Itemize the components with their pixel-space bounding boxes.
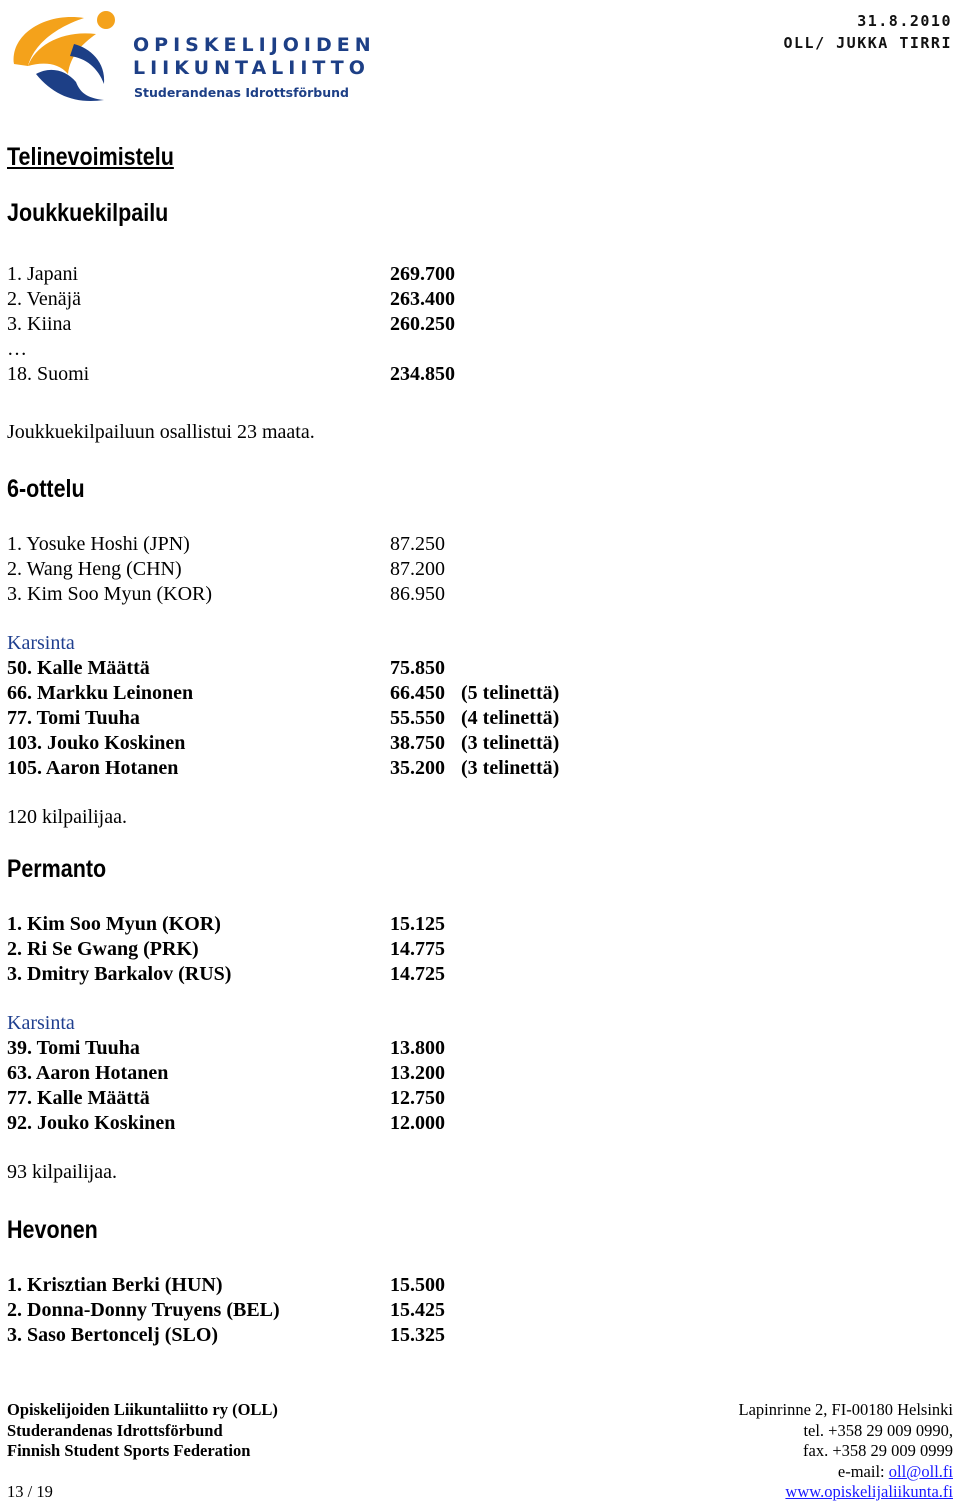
result-score: 15.425 <box>390 1299 445 1321</box>
team-note: Joukkuekilpailuun osallistui 23 maata. <box>7 421 315 443</box>
result-name: 1. Japani <box>7 263 79 285</box>
page-title: Telinevoimistelu <box>7 143 174 171</box>
footer-org-en: Finnish Student Sports Federation <box>7 1441 251 1461</box>
result-score: 15.500 <box>390 1274 445 1296</box>
result-score: 234.850 <box>390 363 455 385</box>
result-row <box>7 1061 707 1086</box>
result-row <box>7 1036 707 1061</box>
result-row <box>7 337 707 362</box>
result-score: 263.400 <box>390 288 455 310</box>
result-score: 12.750 <box>390 1087 445 1109</box>
footer-organization <box>7 1400 278 1462</box>
result-row <box>7 756 707 781</box>
result-row <box>7 681 707 706</box>
result-row <box>7 262 707 287</box>
footer-email-link[interactable]: oll@oll.fi <box>888 1461 953 1481</box>
result-score: 269.700 <box>390 263 455 285</box>
result-score: 15.125 <box>390 913 445 935</box>
result-row <box>7 937 707 962</box>
footer-address: Lapinrinne 2, FI-00180 Helsinki <box>738 1400 953 1419</box>
logo-org-line3: Studerandenas Idrottsförbund <box>134 85 349 100</box>
result-score: 13.200 <box>390 1062 445 1084</box>
result-name: 2. Donna-Donny Truyens (BEL) <box>7 1299 280 1321</box>
header-meta <box>784 10 953 54</box>
result-row <box>7 912 707 937</box>
result-score: 55.550 <box>390 707 445 729</box>
logo-org-line2: LIIKUNTALIITTO <box>133 57 370 79</box>
allround-qual-label: Karsinta <box>7 632 75 654</box>
result-score: 12.000 <box>390 1112 445 1134</box>
page-number: 13 / 19 <box>7 1482 53 1501</box>
result-score: 66.450 <box>390 682 445 704</box>
result-note: (4 telinettä) <box>461 707 560 729</box>
footer-contact <box>739 1400 953 1503</box>
result-score: 86.950 <box>390 583 445 605</box>
result-note: (3 telinettä) <box>461 732 560 754</box>
result-name: 77. Kalle Määttä <box>7 1087 150 1109</box>
result-score: 260.250 <box>390 313 455 335</box>
footer-email-line <box>739 1462 953 1483</box>
result-score: 14.725 <box>390 963 445 985</box>
header-date: 31.8.2010 <box>857 12 952 30</box>
footer-tel: tel. +358 29 009 0990, <box>803 1420 953 1440</box>
result-name: 3. Kim Soo Myun (KOR) <box>7 583 213 605</box>
result-name: 103. Jouko Koskinen <box>7 732 186 754</box>
result-score: 15.325 <box>390 1324 445 1346</box>
header-author: OLL/ JUKKA TIRRI <box>783 34 952 52</box>
oll-logo <box>6 4 376 104</box>
result-row <box>7 656 707 681</box>
result-score: 14.775 <box>390 938 445 960</box>
footer-fax: fax. +358 29 009 0999 <box>803 1441 953 1461</box>
footer-website-link[interactable]: www.opiskelijaliikunta.fi <box>785 1482 953 1502</box>
result-row <box>7 706 707 731</box>
allround-count: 120 kilpailijaa. <box>7 806 127 828</box>
result-row <box>7 287 707 312</box>
result-row <box>7 532 707 557</box>
result-row <box>7 1111 707 1136</box>
result-name: 3. Dmitry Barkalov (RUS) <box>7 963 232 985</box>
result-score: 38.750 <box>390 732 445 754</box>
result-name: … <box>7 338 27 360</box>
result-score: 75.850 <box>390 657 445 679</box>
result-row <box>7 362 707 387</box>
result-row <box>7 731 707 756</box>
result-name: 3. Kiina <box>7 313 72 335</box>
result-row <box>7 1086 707 1111</box>
result-score: 87.200 <box>390 558 445 580</box>
result-row <box>7 1298 707 1323</box>
result-name: 1. Yosuke Hoshi (JPN) <box>7 533 190 555</box>
result-row <box>7 582 707 607</box>
result-note: (5 telinettä) <box>461 682 560 704</box>
allround-heading: 6-ottelu <box>7 475 85 503</box>
floor-heading: Permanto <box>7 855 107 883</box>
result-name: 39. Tomi Tuuha <box>7 1037 140 1059</box>
result-name: 66. Markku Leinonen <box>7 682 194 704</box>
floor-qual-label: Karsinta <box>7 1012 75 1034</box>
result-name: 92. Jouko Koskinen <box>7 1112 176 1134</box>
result-note: (3 telinettä) <box>461 757 560 779</box>
result-name: 2. Venäjä <box>7 288 82 310</box>
result-row <box>7 1323 707 1348</box>
result-score: 13.800 <box>390 1037 445 1059</box>
result-row <box>7 962 707 987</box>
result-name: 50. Kalle Määttä <box>7 657 150 679</box>
floor-count: 93 kilpailijaa. <box>7 1161 117 1183</box>
pommel-heading: Hevonen <box>7 1216 98 1244</box>
result-row <box>7 557 707 582</box>
result-name: 105. Aaron Hotanen <box>7 757 179 779</box>
result-row <box>7 1273 707 1298</box>
result-score: 35.200 <box>390 757 445 779</box>
result-name: 2. Wang Heng (CHN) <box>7 558 182 580</box>
footer-org-sv: Studerandenas Idrottsförbund <box>7 1420 223 1440</box>
footer-org-fi: Opiskelijoiden Liikuntaliitto ry (OLL) <box>7 1400 278 1419</box>
team-heading: Joukkuekilpailu <box>7 199 169 227</box>
result-name: 1. Krisztian Berki (HUN) <box>7 1274 223 1296</box>
result-name: 3. Saso Bertoncelj (SLO) <box>7 1324 219 1346</box>
result-name: 2. Ri Se Gwang (PRK) <box>7 938 199 960</box>
result-name: 63. Aaron Hotanen <box>7 1062 169 1084</box>
result-row <box>7 312 707 337</box>
result-name: 1. Kim Soo Myun (KOR) <box>7 913 221 935</box>
runner-emblem-icon <box>6 4 118 104</box>
result-score: 87.250 <box>390 533 445 555</box>
result-name: 18. Suomi <box>7 363 90 385</box>
logo-org-line1: OPISKELIJOIDEN <box>133 34 376 56</box>
footer-email-label: e-mail: <box>837 1461 889 1481</box>
result-name: 77. Tomi Tuuha <box>7 707 140 729</box>
